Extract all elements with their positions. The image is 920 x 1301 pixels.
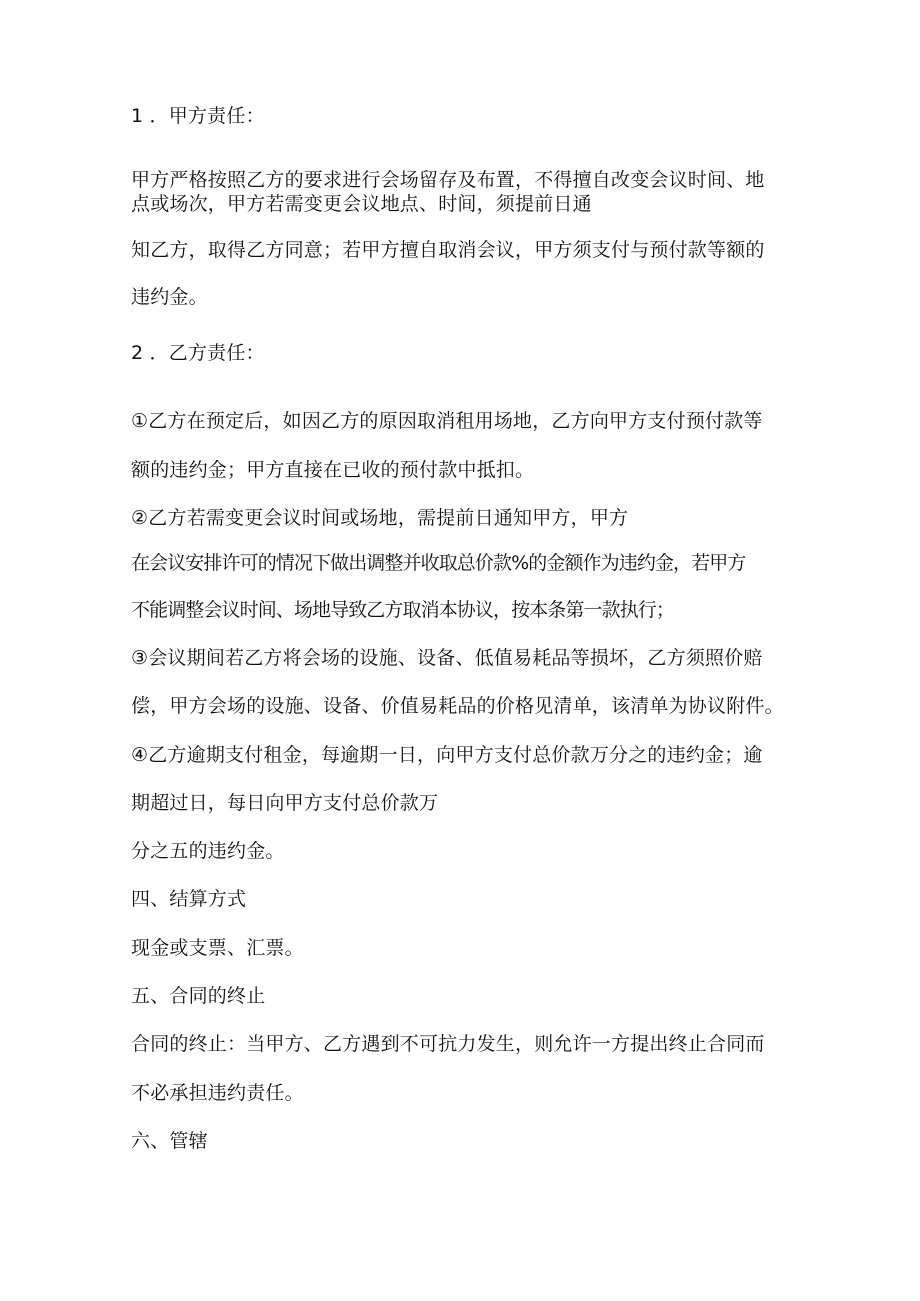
paragraph-line: 甲方严格按照乙方的要求进行会场留存及布置，不得擅自改变会议时间、地 — [131, 169, 765, 191]
paragraph-line: 不能调整会议时间、场地导致乙方取消本协议，按本条第一款执行； — [131, 599, 675, 621]
paragraph-line: 额的违约金；甲方直接在已收的预付款中抵扣。 — [131, 459, 535, 481]
section-6-heading: 六、管辖 — [131, 1130, 208, 1152]
clause-2-heading: 2 ．乙方责任： — [131, 342, 265, 364]
paragraph-line: ④乙方逾期支付租金，每逾期一日，向甲方支付总价款万分之的违约金；逾 — [131, 744, 763, 766]
paragraph-line: 期超过日，每日向甲方支付总价款万 — [131, 792, 439, 814]
paragraph-line: 分之五的违约金。 — [131, 840, 285, 862]
section-5-heading: 五、合同的终止 — [131, 985, 266, 1007]
paragraph-line: 偿，甲方会场的设施、设备、价值易耗品的价格见清单，该清单为协议附件。 — [131, 695, 784, 717]
section-4-heading: 四、结算方式 — [131, 888, 247, 910]
paragraph-line: 知乙方，取得乙方同意；若甲方擅自取消会议，甲方须支付与预付款等额的 — [131, 239, 765, 261]
paragraph-line: 违约金。 — [131, 286, 208, 308]
paragraph-line: 不必承担违约责任。 — [131, 1082, 304, 1104]
paragraph-line: 合同的终止：当甲方、乙方遇到不可抗力发生，则允许一方提出终止合同而 — [131, 1033, 765, 1055]
clause-1-heading: 1 ．甲方责任： — [131, 105, 265, 127]
paragraph-line: ①乙方在预定后，如因乙方的原因取消租用场地，乙方向甲方支付预付款等 — [131, 410, 763, 432]
paragraph-line: ②乙方若需变更会议时间或场地，需提前日通知甲方，甲方 — [131, 507, 629, 529]
paragraph-line: 现金或支票、汇票。 — [131, 937, 304, 959]
paragraph-line: ③会议期间若乙方将会场的设施、设备、低值易耗品等损坏，乙方须照价赔 — [131, 647, 763, 669]
paragraph-line: 在会议安排许可的情况下做出调整并收取总价款%的金额作为违约金，若甲方 — [131, 552, 746, 574]
paragraph-line: 点或场次，甲方若需变更会议地点、时间，须提前日通 — [131, 193, 592, 215]
